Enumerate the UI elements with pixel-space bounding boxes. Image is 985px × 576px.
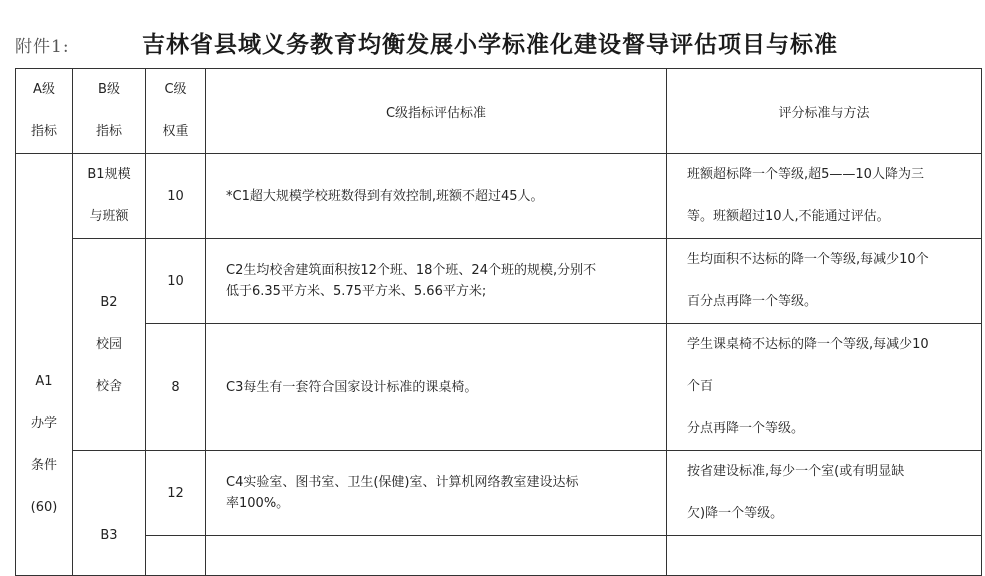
header-scoring: 评分标准与方法 (667, 69, 982, 154)
c2-method (667, 239, 982, 324)
c4-weight: 12 (146, 451, 206, 536)
b3-cell (73, 451, 146, 576)
b3-line1: B3 (100, 528, 118, 543)
c1-method (667, 154, 982, 239)
table-row (16, 324, 982, 451)
c5-standard-partial (206, 536, 667, 576)
header-c-weight-line1: C级 (164, 82, 187, 97)
a1-line4: (60) (30, 500, 58, 515)
b2-line2: 校园 (95, 336, 122, 352)
c3-standard-line1: C3每生有一套符合国家设计标准的课桌椅。 (226, 379, 478, 395)
table-row (16, 451, 982, 536)
table-header-row (16, 69, 982, 154)
header-a-level-line1: A级 (33, 82, 55, 97)
header-b-level (73, 69, 146, 154)
c1-weight: 10 (146, 154, 206, 239)
c2-standard-line1: C2生均校舍建筑面积按12个班、18个班、24个班的规模,分别不 (226, 263, 597, 278)
c1-method-line1: 班额超标降一个等级,超5——10人降为三 (687, 167, 924, 182)
c2-standard-line2: 低于6.35平方米、5.75平方米、5.66平方米; (226, 284, 487, 299)
table-row (16, 154, 982, 239)
table-row (16, 239, 982, 324)
header-a-level (16, 69, 73, 154)
b2-line1: B2 (100, 294, 118, 310)
c1-standard-line1: *C1超大规模学校班数得到有效控制,班额不超过45人。 (226, 188, 544, 204)
c5-weight-partial (146, 536, 206, 576)
b2-line3: 校舍 (95, 378, 122, 394)
a1-line3: 条件 (30, 458, 57, 473)
c3-method-line2: 个百 (687, 379, 714, 394)
c4-method-line1: 按省建设标准,每少一个室(或有明显缺 (687, 464, 905, 479)
table-row-partial (16, 536, 982, 576)
c3-method (667, 324, 982, 451)
header-c-standard: C级指标评估标准 (206, 69, 667, 154)
c4-method-line2: 欠)降一个等级。 (687, 506, 784, 521)
header-b-level-line1: B级 (98, 82, 120, 97)
evaluation-table (15, 68, 982, 576)
c3-method-line1: 学生课桌椅不达标的降一个等级,每减少10 (687, 337, 929, 352)
a1-cell (16, 154, 73, 576)
a1-line1: A1 (35, 374, 53, 389)
c2-method-line1: 生均面积不达标的降一个等级,每减少10个 (687, 252, 929, 267)
c2-method-line2: 百分点再降一个等级。 (687, 294, 818, 309)
c4-method (667, 451, 982, 536)
header-b-level-line2: 指标 (95, 124, 122, 139)
a1-line2: 办学 (30, 416, 57, 431)
b1-line2: 与班额 (89, 209, 129, 224)
c4-standard (206, 451, 667, 536)
header-c-weight-line2: 权重 (162, 124, 189, 139)
c3-standard (206, 324, 667, 451)
c1-method-line2: 等。班额超过10人,不能通过评估。 (687, 209, 890, 224)
c3-weight: 8 (146, 324, 206, 451)
c1-standard (206, 154, 667, 239)
c4-standard-line1: C4实验室、图书室、卫生(保健)室、计算机网络教室建设达标 (226, 475, 579, 490)
b1-cell (73, 154, 146, 239)
b1-line1: B1规模 (87, 167, 131, 182)
header-c-weight (146, 69, 206, 154)
c2-weight: 10 (146, 239, 206, 324)
annex-label: 附件1: (15, 37, 70, 57)
header-a-level-line2: 指标 (30, 124, 57, 139)
c3-method-line3: 分点再降一个等级。 (687, 421, 805, 436)
document-title: 吉林省县域义务教育均衡发展小学标准化建设督导评估项目与标准 (142, 31, 838, 58)
c2-standard (206, 239, 667, 324)
c4-standard-line2: 率100%。 (226, 496, 290, 511)
b2-cell (73, 239, 146, 451)
c5-method-partial (667, 536, 982, 576)
